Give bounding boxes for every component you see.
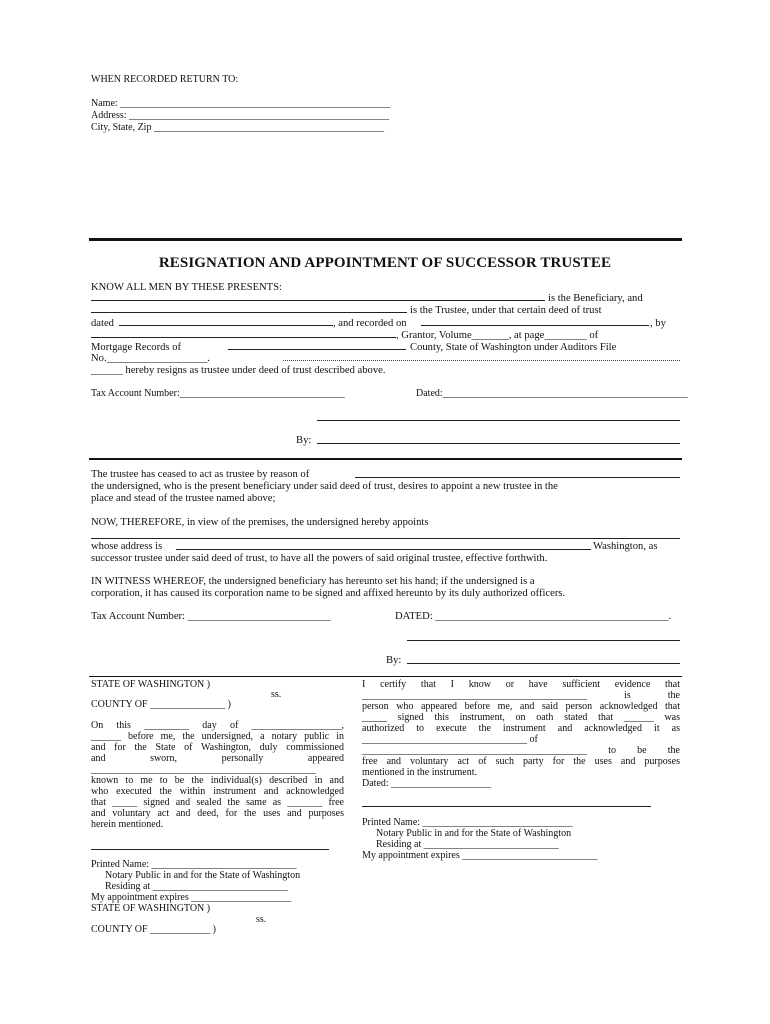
county-of-left-2[interactable]: COUNTY OF ____________ ) [91,924,216,935]
notary-left-line: known to me to be the individual(s) described in and [91,775,344,786]
successor-text: successor trustee under said deed of trust, to have all the powers of said original trustee, effective forthwith. [91,553,548,564]
state-of-washington-left: STATE OF WASHINGTON ) [91,679,211,690]
signature-line-1[interactable] [317,420,680,421]
appointment-right[interactable]: My appointment expires ___________________________ [362,850,598,861]
grantor-volume-label: , Grantor, Volume_______, at page________ of [396,330,599,341]
appointment-left[interactable]: My appointment expires ____________________ [91,892,292,903]
printed-name-left[interactable]: Printed Name: _____________________________ [91,859,297,870]
mortgage-records-label: Mortgage Records of [91,342,182,353]
county-of-left[interactable]: COUNTY OF _______________ ) [91,699,231,710]
document-title: RESIGNATION AND APPOINTMENT OF SUCCESSOR TRUSTEE [158,255,612,271]
notary-left-line: herein mentioned. [91,819,164,830]
notary-public-left: Notary Public in and for the State of Washington [105,870,301,881]
top-divider [89,238,682,241]
printed-name-right[interactable]: Printed Name: ______________________________ [362,817,573,828]
signature-line-2[interactable] [407,640,680,641]
middle-divider [89,458,682,460]
resigns-statement: ______ hereby resigns as trustee under deed of trust described above. [91,365,386,376]
file-number-field[interactable]: No.___________________. [91,353,210,364]
trustee-label: is the Trustee, under that certain deed of trust [410,305,602,316]
notary-right-line: person who appeared before me, and said person acknowledged that [362,701,680,712]
ceased-label: The trustee has ceased to act as trustee by reason of [91,469,310,480]
by-signature-line-1[interactable] [317,443,680,444]
notary-right-line: _____ signed this instrument, on oath stated that ______ was [362,712,680,723]
undersigned-text-2: place and stead of the trustee named above; [91,493,276,504]
deed-date-line[interactable] [119,325,333,326]
notary-left-signature-line[interactable] [91,849,329,850]
know-all-men-heading: KNOW ALL MEN BY THESE PRESENTS: [91,282,282,293]
beneficiary-name-line[interactable] [91,300,545,301]
notary-right-line: authorized to execute the instrument and acknowledged it as [362,723,680,734]
notary-public-right: Notary Public in and for the State of Washington [376,828,572,839]
notary-left-line: and voluntary act and deed, for the uses and purposes [91,808,344,819]
county-line[interactable] [228,349,406,350]
ss-left-2: ss. [256,914,267,925]
notary-divider [89,676,682,677]
notary-left-line: and for the State of Washington, duly commissioned [91,742,344,753]
witness-text-2: corporation, it has caused its corporation name to be signed and affixed hereunto by its duly authorized officers. [91,588,566,599]
by-label-2: By: [386,655,402,666]
notary-right-line: I certify that I know or have sufficient evidence that [362,679,680,690]
notary-left-line: ______ before me, the undersigned, a notary public in [91,731,344,742]
notary-right-line: _________________________________ of [362,734,538,745]
notary-left-line[interactable]: _____________________________________________ [91,764,316,775]
dated-field-2[interactable]: DATED: ____________________________________________. [395,611,672,622]
notary-right-signature-line[interactable] [362,806,651,807]
notary-right-line: _____________________________________________ is the [362,690,680,701]
ss-left: ss. [271,689,282,700]
dated-right[interactable]: Dated: ____________________ [362,778,492,789]
ceased-reason-line[interactable] [355,477,680,478]
appointee-name-line[interactable] [91,538,680,539]
appointee-address-line[interactable] [176,549,591,550]
trustee-name-line[interactable] [91,312,407,313]
by-signature-line-2[interactable] [407,663,680,664]
tax-account-field-1[interactable]: Tax Account Number:_________________________________ [91,388,345,399]
grantor-line[interactable] [91,337,396,338]
notary-right-line: _____________________________________________ to be the [362,745,680,756]
tax-account-field-2[interactable]: Tax Account Number: ___________________________ [91,611,331,622]
witness-text-1: IN WITNESS WHEREOF, the undersigned beneficiary has hereunto set his hand; if the undersigned is a [91,576,535,587]
notary-left-line: that _____ signed and sealed the same as _______ free [91,797,344,808]
name-field[interactable]: Name: ______________________________________________________ [91,98,391,109]
notary-left-line: who executed the within instrument and acknowledged [91,786,344,797]
by-comma-label: , by [650,318,666,329]
state-of-washington-left-2: STATE OF WASHINGTON ) [91,903,211,914]
residing-left[interactable]: Residing at ___________________________ [105,881,288,892]
by-label-1: By: [296,435,312,446]
whose-address-label: whose address is [91,541,163,552]
notary-right-line: free and voluntary act of such party for the uses and purposes [362,756,680,767]
recorded-on-label: , and recorded on [333,318,407,329]
recorded-date-line[interactable] [421,325,649,326]
dated-label: dated [91,318,114,329]
residing-right[interactable]: Residing at ___________________________ [376,839,559,850]
notary-left-line: and sworn, personally appeared [91,753,344,764]
notary-left-line: On this _________ day of __________________, [91,720,344,731]
address-field[interactable]: Address: ____________________________________________________ [91,110,390,121]
file-number-continuation-line[interactable] [283,360,680,361]
now-therefore-text: NOW, THEREFORE, in view of the premises, the undersigned hereby appoints [91,517,429,528]
notary-right-line: mentioned in the instrument. [362,767,477,778]
washington-as-label: Washington, as [593,541,658,552]
undersigned-text-1: the undersigned, who is the present beneficiary under said deed of trust, desires to appoint a new trustee in the [91,481,558,492]
dated-field-1[interactable]: Dated:_________________________________________________ [416,388,688,399]
city-state-zip-field[interactable]: City, State, Zip ______________________________________________ [91,122,384,133]
county-label: County, State of Washington under Auditors File [410,342,617,353]
return-to-label: WHEN RECORDED RETURN TO: [91,74,239,85]
beneficiary-label: is the Beneficiary, and [548,293,643,304]
